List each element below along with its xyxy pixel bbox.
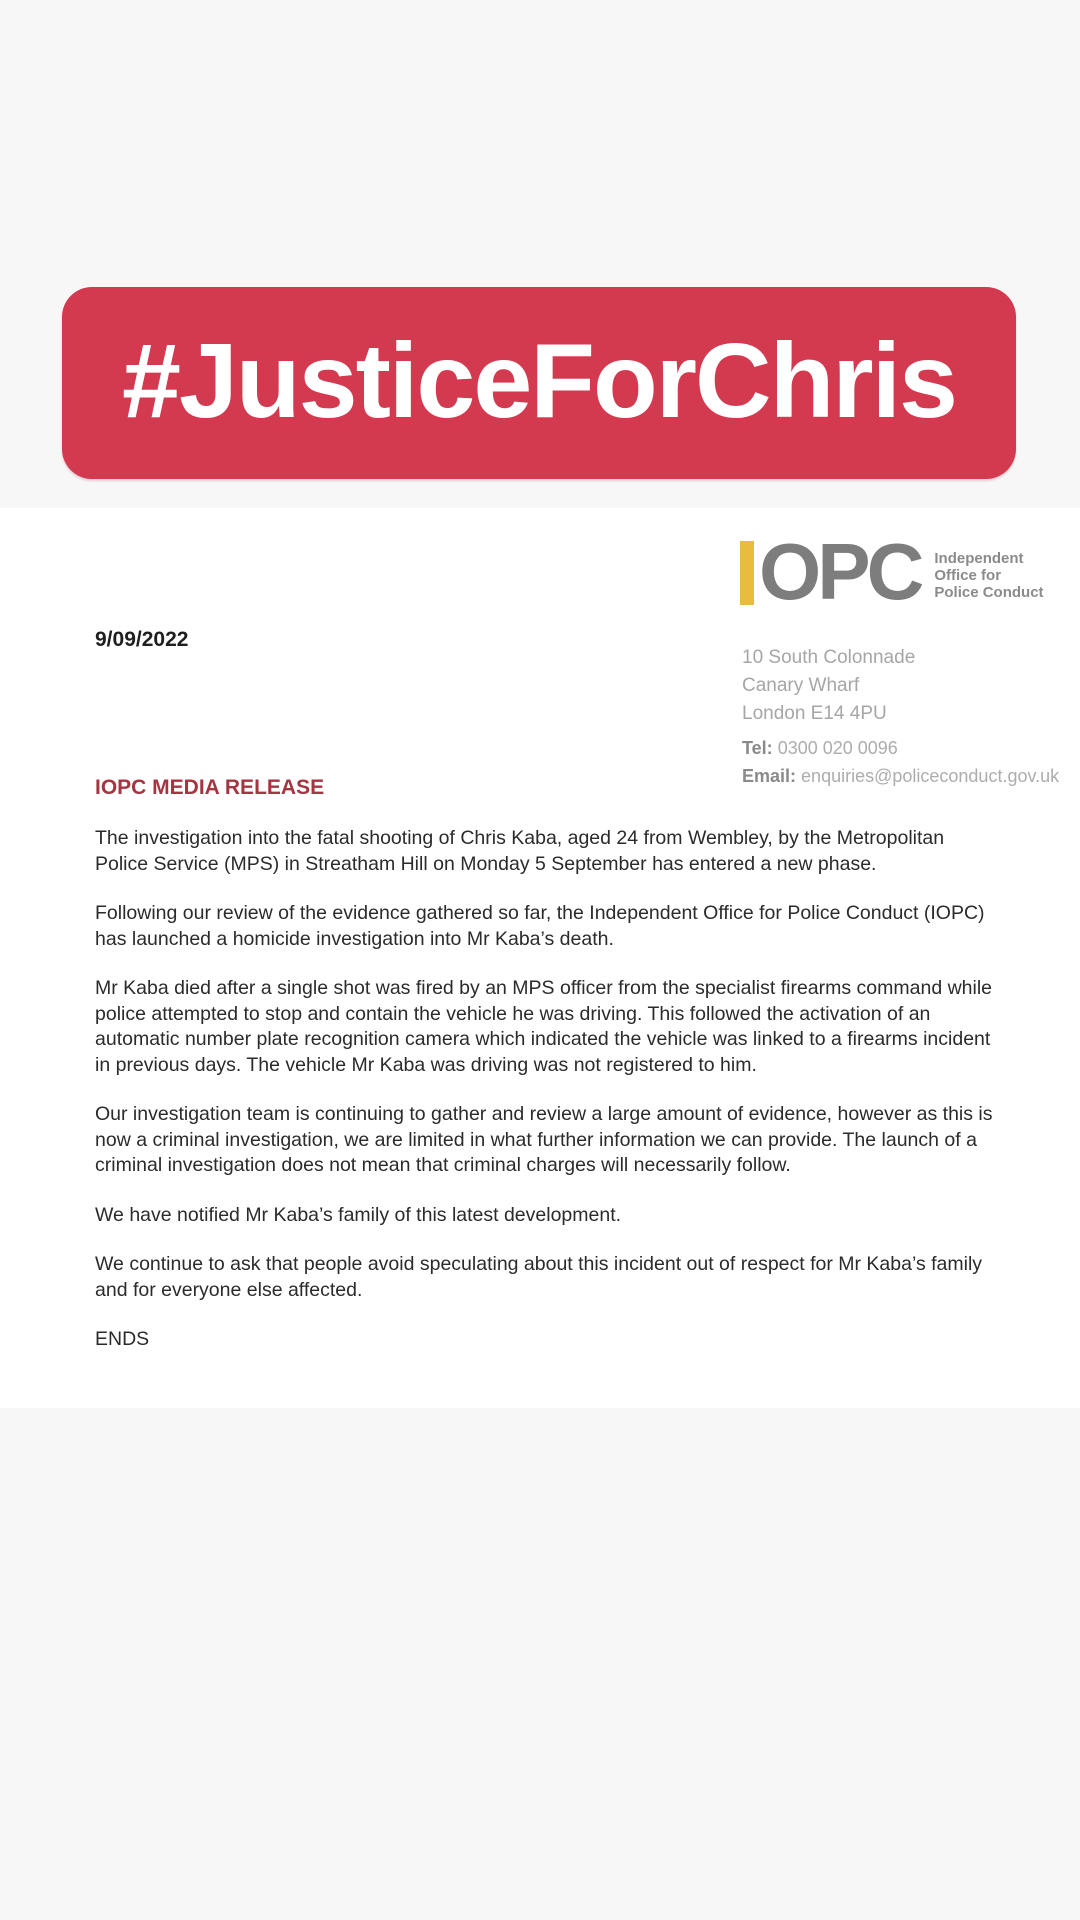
media-release-heading: IOPC MEDIA RELEASE: [95, 776, 325, 799]
address-line: Canary Wharf: [742, 675, 860, 696]
address-line: 10 South Colonnade: [742, 647, 916, 668]
letter-date: 9/09/2022: [95, 628, 189, 651]
iopc-logo-tagline: [934, 550, 1043, 601]
tel-label: Tel:: [742, 738, 773, 758]
paragraph: The investigation into the fatal shooting of Chris Kaba, aged 24 from Wembley, by the Metropolitan Police Service (MPS) in Streatham Hill on Monday 5 September has entered a new phase.: [95, 827, 945, 875]
paragraph: Mr Kaba died after a single shot was fired by an MPS officer from the specialist firearms command while police attempted to stop and contain the vehicle he was driving. This followed the activation of an automatic number plate recognition camera which indicated the vehicle was linked to a firearms incident in previous days. The vehicle Mr Kaba was driving was not registered to him.: [95, 977, 993, 1076]
address-line: London E14 4PU: [742, 703, 887, 724]
paragraph: Following our review of the evidence gathered so far, the Independent Office for Police Conduct (IOPC) has launched a homicide investigation into Mr Kaba’s death.: [95, 902, 985, 950]
ends-marker: ENDS: [95, 1328, 150, 1350]
letter-body: [95, 826, 995, 1353]
iopc-logo-bar-icon: [740, 541, 754, 605]
address-block: [742, 644, 915, 728]
iopc-logo-tagline-line: Police Conduct: [934, 584, 1044, 601]
hashtag-banner: [62, 287, 1016, 479]
paragraph: Our investigation team is continuing to gather and review a large amount of evidence, however as this is now a criminal investigation, we are limited in what further information we can provide. The launch of a criminal investigation does not mean that criminal charges will necessarily follow.: [95, 1103, 993, 1176]
email-value: enquiries@policeconduct.gov.uk: [801, 766, 1060, 786]
contact-block: [742, 734, 1059, 790]
iopc-logo-tagline-line: Independent: [934, 550, 1024, 567]
iopc-logo-wordmark: OPC: [759, 527, 921, 616]
email-label: Email:: [742, 766, 797, 786]
email-line: [742, 762, 1059, 790]
hashtag-text: #JusticeForChris: [122, 321, 956, 440]
iopc-logo-tagline-line: Office for: [934, 567, 1002, 584]
tel-line: [742, 734, 1059, 762]
iopc-logo: [740, 527, 1044, 616]
paragraph: We have notified Mr Kaba’s family of this latest development.: [95, 1203, 622, 1226]
tel-value: 0300 020 0096: [777, 738, 898, 758]
letter-document: [0, 508, 1080, 1408]
paragraph: We continue to ask that people avoid speculating about this incident out of respect for Mr Kaba’s family and for everyone else affected.: [95, 1253, 983, 1301]
